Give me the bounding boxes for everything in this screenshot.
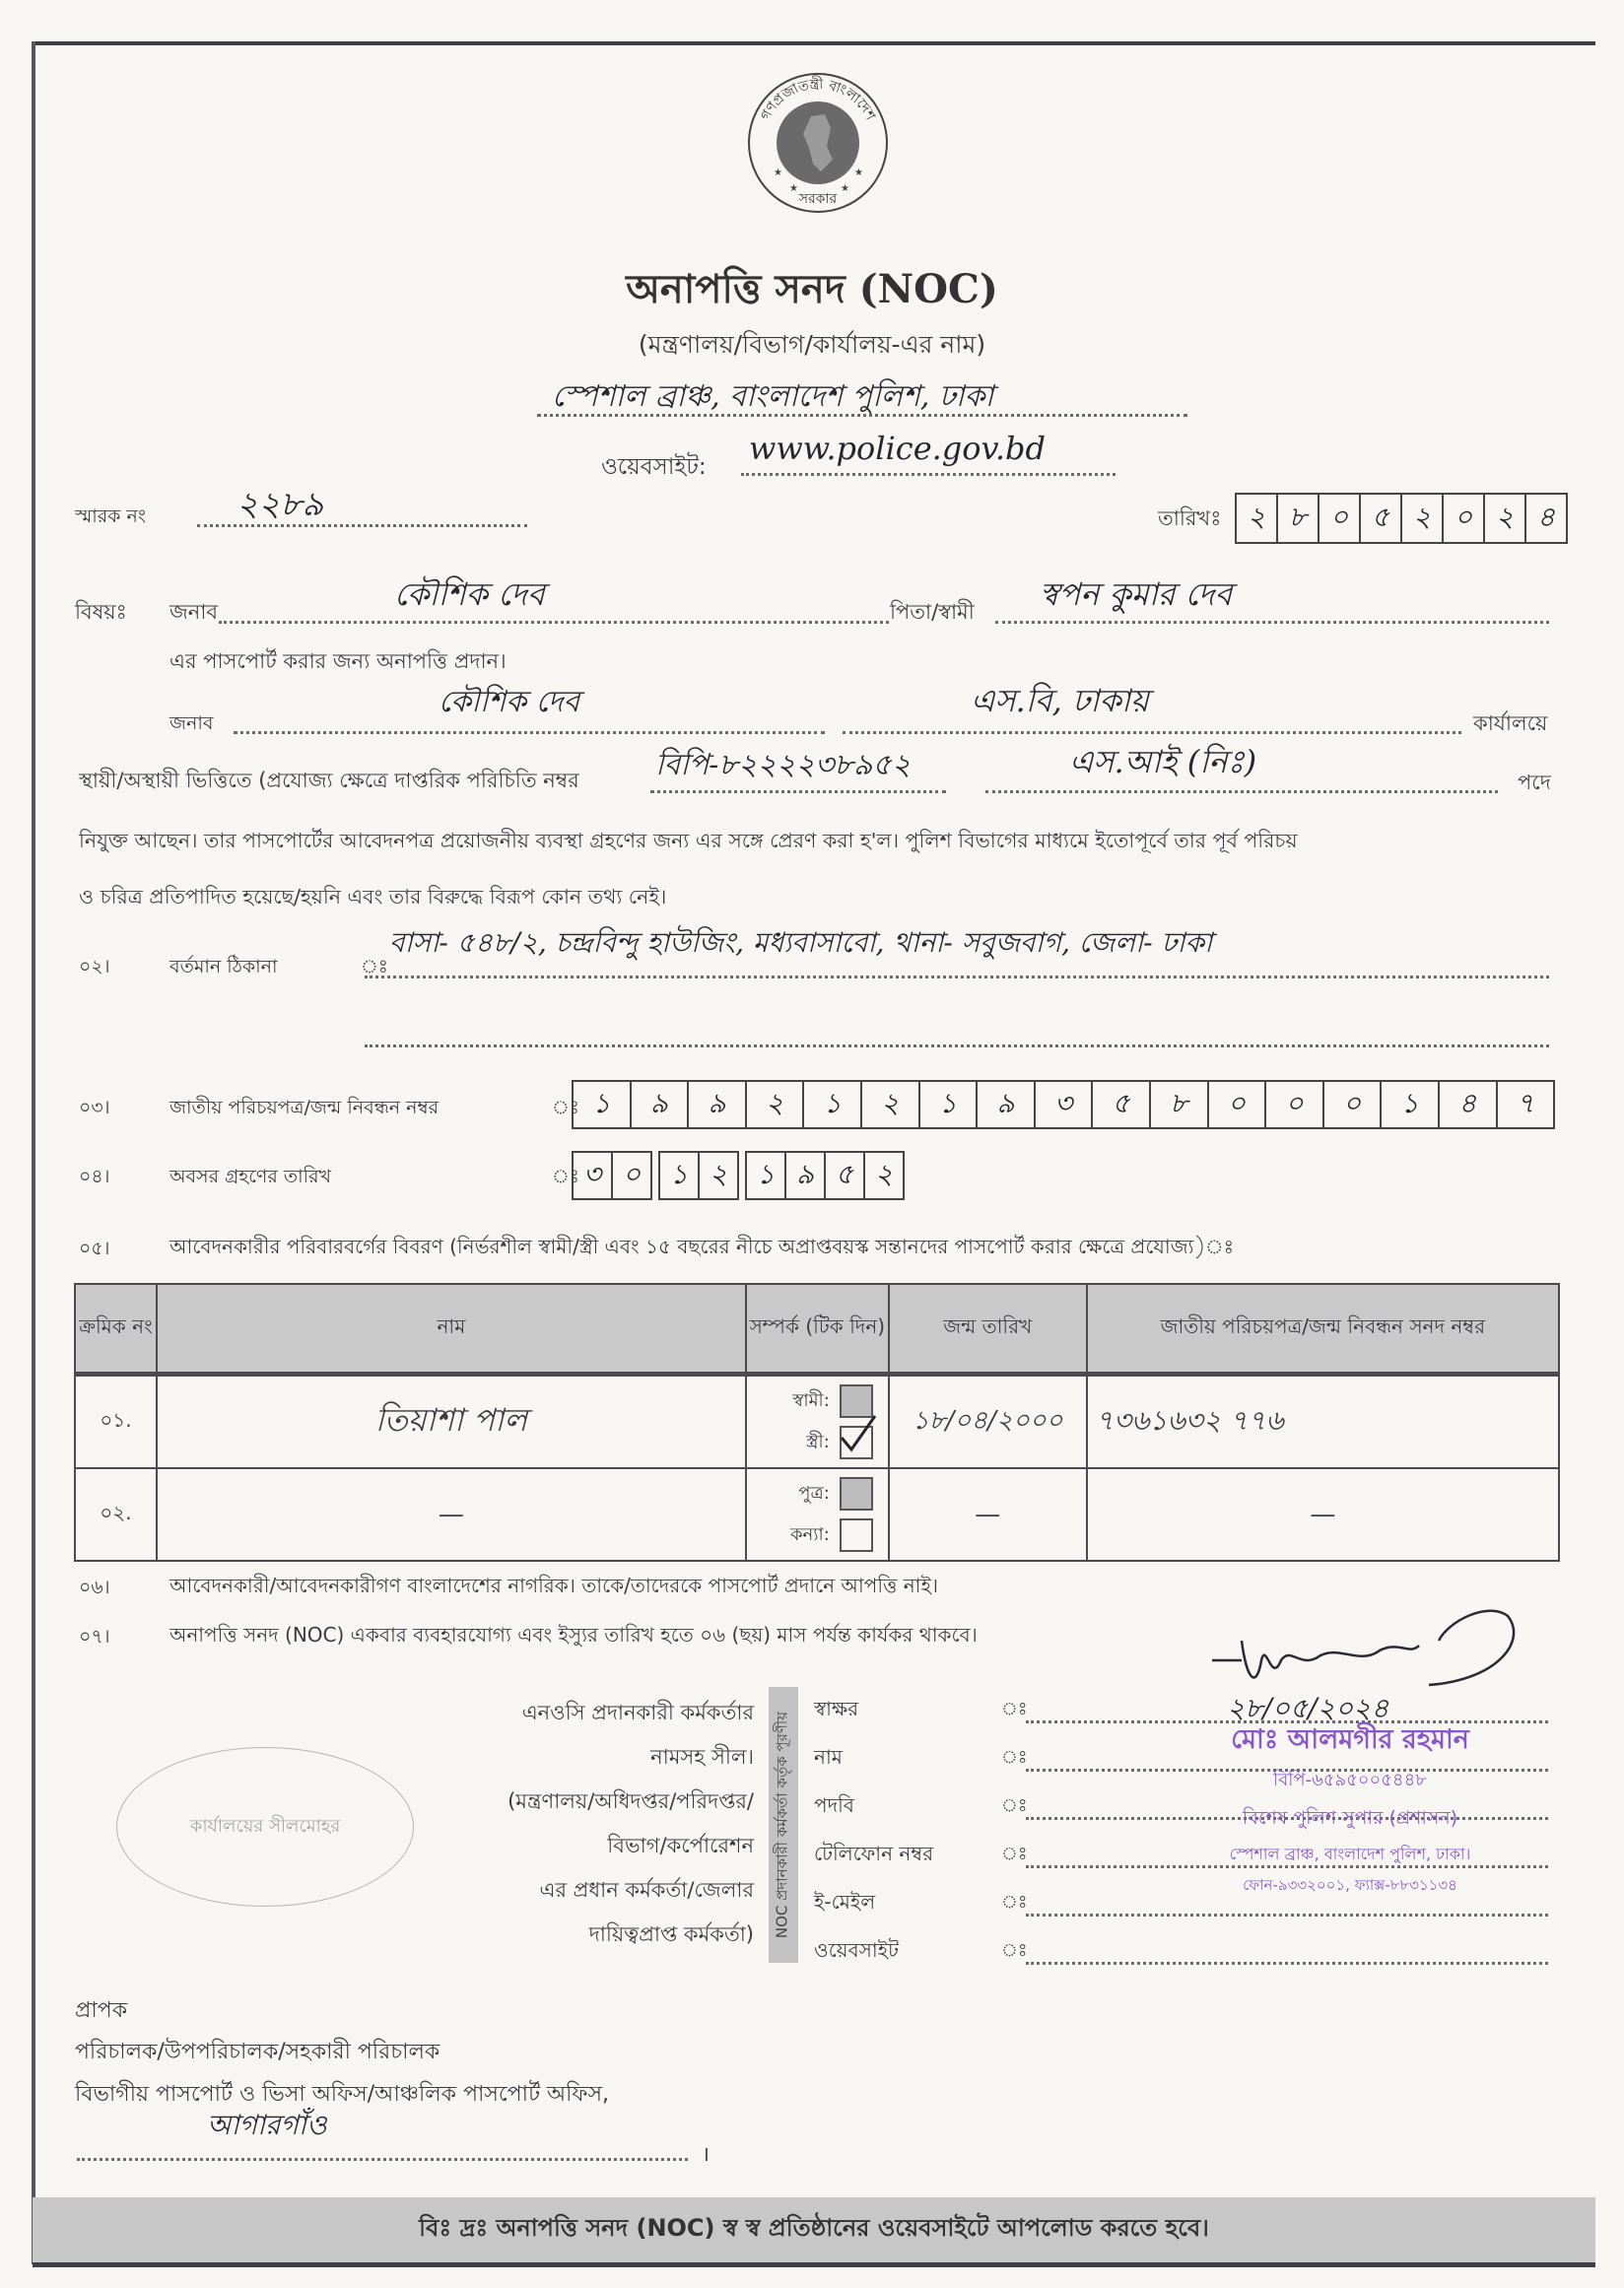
date-digit-box: ৮ [1278,495,1320,542]
retirement-digit-box: ৫ [826,1153,865,1198]
document-subtitle: (মন্ত্রণালয়/বিভাগ/কার্যালয়-এর নাম) [638,330,986,359]
family-table-header [75,1284,1559,1375]
issuer-line: (মন্ত্রণালয়/অধিদপ্তর/পরিদপ্তর/ [508,1789,754,1813]
page-border-left [32,41,35,2264]
item02-number: ০২। [79,956,110,977]
svg-text:★: ★ [789,183,798,194]
government-emblem [744,69,892,217]
issuer-field-label: পদবি [814,1793,854,1817]
signed-date: ২৮/০৫/২০২৪ [1227,1692,1389,1724]
row-dob: — [889,1468,1087,1561]
issuer-field-input-line[interactable] [1026,1912,1548,1917]
nid-digit-box: ০ [1324,1082,1383,1127]
row-nid: — [1087,1468,1559,1561]
issuer-field-separator: ঃ [1001,1892,1028,1913]
vertical-strip-text: NOC প্রদানকারী কর্মকর্তা কর্তৃক পূরণীয় [773,1711,791,1939]
issuer-field-label: ই-মেইল [814,1890,876,1914]
date-digit-box: ০ [1320,495,1361,542]
nid-digit-box: ৭ [1516,1086,1534,1119]
relation-wife-checkbox[interactable] [840,1426,873,1459]
retirement-digit-box: ১ [747,1153,786,1198]
row-name: — [157,1468,746,1561]
date-boxes [1235,493,1568,544]
body-para2: ও চরিত্র প্রতিপাদিত হয়েছে/হয়নি এবং তার বিরুদ্ধে বিরূপ কোন তথ্য নেই। [79,885,667,908]
retirement-digit-box: ২ [874,1157,894,1190]
svg-text:★: ★ [841,183,849,194]
body-para1: নিযুক্ত আছেন। তার পাসপোর্টের আবেদনপত্র প্রয়োজনীয় ব্যবস্থা গ্রহণের জন্য এর সঙ্গে প্রেরণ করা হ'ল। পুলিশ বিভাগের মাধ্যমে ইতোপূর্বে তার পূর্ব পরিচয় [79,829,1298,852]
body-office-line [843,729,1461,734]
address-line-2 [365,1043,1549,1047]
recipient-label: প্রাপক [75,1998,128,2023]
issuer-line: বিভাগ/কর্পোরেশন [607,1834,754,1857]
date-digit-box: ২ [1237,495,1278,542]
issuer-line: এনওসি প্রদানকারী কর্মকর্তার [521,1701,754,1724]
subject-label: বিষয়ঃ [75,600,127,624]
nid-digit-box: ১ [920,1082,979,1127]
issuer-description [424,1697,754,1963]
item04-number: ০৪। [79,1166,110,1187]
item07-text: অনাপত্তি সনদ (NOC) একবার ব্যবহারযোগ্য এবং ইস্যুর তারিখ হতে ০৬ (ছয়) মাস পর্যন্ত কার্যকর থাকবে। [169,1623,978,1647]
body-id-value: বিপি-৮২২২২৩৮৯৫২ [655,748,912,782]
nid-digit-box: ৯ [978,1082,1036,1127]
row-dob: ১৮/০৪/২০০০ [889,1375,1087,1469]
body-permanent-text: স্থায়ী/অস্থায়ী ভিত্তিতে (প্রযোজ্য ক্ষেত্রে দাপ্তরিক পরিচিতি নম্বর [79,769,579,792]
issuer-field-separator: ঃ [1001,1844,1028,1864]
relation-son-checkbox[interactable] [840,1477,873,1511]
row-relation [746,1375,889,1469]
issuer-field-input-line[interactable] [1026,1960,1548,1965]
header-name: নাম [157,1284,746,1375]
recipient-location-line [77,2156,688,2161]
header-nid: জাতীয় পরিচয়পত্র/জন্ম নিবন্ধন সনদ নম্বর [1087,1284,1559,1375]
issuer-field-label: স্বাক্ষর [814,1697,859,1720]
relation-son-label: পুত্র: [798,1482,830,1504]
retirement-digit-box: ৯ [786,1153,826,1198]
date-digit-box: ০ [1444,495,1485,542]
row-relation [746,1468,889,1561]
check-mark-icon [836,1412,879,1455]
body-name-line [234,729,825,734]
issuer-line: নামসহ সীল। [650,1745,754,1769]
retirement-date-group [745,1151,905,1200]
family-table [74,1283,1560,1562]
header-serial: ক্রমিক নং [75,1284,157,1375]
issuer-field-label: ওয়েবসাইট [814,1938,899,1962]
issuer-field-label: নাম [814,1745,843,1769]
body-post-value: এস.আই (নিঃ) [1069,743,1257,780]
website-value: www.police.gov.bd [749,430,1046,467]
father-name-value: স্বপন কুমার দেব [1040,575,1233,613]
relation-husband-label: স্বামী: [792,1389,830,1411]
stamp-designation: বিশেষ পুলিশ সুপার (প্রশাসন) [1242,1807,1458,1829]
body-office-suffix: কার্যালয়ে [1473,711,1548,735]
nid-digit-box: ২ [862,1082,920,1127]
father-label: পিতা/স্বামী [890,600,975,624]
nid-digit-box: ৮ [1151,1082,1209,1127]
issuer-field-separator: ঃ [1001,1699,1028,1719]
nid-digit-box: ১ [574,1082,632,1127]
svg-text:★: ★ [774,168,782,178]
nid-digit-box: ০ [1209,1082,1267,1127]
body-office-value: এস.বি, ঢাকায় [971,682,1149,719]
nid-digit-box: ১ [804,1082,862,1127]
body-name-value: কৌশিক দেব [439,685,580,719]
relation-wife-label: স্ত্রী: [806,1431,830,1452]
table-row [75,1375,1559,1469]
relation-daughter-label: কন্যা: [789,1523,830,1545]
subject-name-value: কৌশিক দেব [394,575,545,613]
officer-stamp [1143,1719,1557,1899]
body-janab-label: জনাব [169,712,214,734]
issuer-field-row [814,1928,1553,1977]
nid-digit-box: ০ [1266,1082,1324,1127]
stamp-phone: ফোন-৯৩৩২০০১, ফ্যাক্স-৮৮৩১১৩৪ [1243,1876,1457,1894]
row-name: তিয়াশা পাল [157,1375,746,1469]
retirement-digit-box: ০ [622,1157,642,1190]
recipient-line2: বিভাগীয় পাসপোর্ট ও ভিসা অফিস/আঞ্চলিক পাসপোর্ট অফিস, [75,2082,609,2107]
date-label: তারিখঃ [1158,506,1222,530]
recipient-line1: পরিচালক/উপপরিচালক/সহকারী পরিচালক [75,2040,440,2064]
date-digit-box: ৫ [1361,495,1402,542]
item06-text: আবেদনকারী/আবেদনকারীগণ বাংলাদেশের নাগরিক। তাকে/তাদেরকে পাসপোর্ট প্রদানে আপত্তি নাই। [169,1574,939,1597]
header-dob: জন্ম তারিখ [889,1284,1087,1375]
emblem-top-text: গণপ্রজাতন্ত্রী বাংলাদেশ [757,76,879,123]
retirement-digit-box: ২ [709,1157,728,1190]
issuer-field-separator: ঃ [1001,1795,1028,1816]
nid-digit-box: ৪ [1440,1082,1498,1127]
address-value: বাসা- ৫৪৮/২, চন্দ্রবিন্দু হাউজিং, মধ্যবাসাবো, থানা- সবুজবাগ, জেলা- ঢাকা [389,926,1213,959]
memo-label: স্মারক নং [75,505,147,527]
recipient-location: আগারগাঁও [207,2109,327,2141]
svg-text:★: ★ [854,168,863,178]
retirement-date-boxes [572,1151,905,1200]
header-relation: সম্পর্ক (টিক দিন) [746,1284,889,1375]
row-serial: ০১. [75,1375,157,1469]
memo-value: ২২৮৯ [237,485,324,524]
item03-label: জাতীয় পরিচয়পত্র/জন্ম নিবন্ধন নম্বর [169,1097,440,1118]
item03-number: ০৩। [79,1097,110,1118]
row-nid: ৭৩৬১৬৩২ ৭৭৬ [1087,1375,1559,1469]
date-digit-box: ২ [1402,495,1444,542]
recipient-end-mark: । [702,2142,710,2166]
item06-number: ০৬। [79,1577,110,1598]
nid-digit-box: ৯ [689,1082,747,1127]
vertical-strip [769,1687,798,1963]
footer-note-band [33,2197,1595,2267]
item05-label: আবেদনকারীর পরিবারবর্গের বিবরণ (নির্ভরশীল স্বামী/স্ত্রী এবং ১৫ বছরের নীচে অপ্রাপ্তবয়স্ক সন্তানদের পাসপোর্ট করার ক্ষেত্রে প্রযোজ্য)ঃ [169,1235,1235,1258]
issuer-field-separator: ঃ [1001,1940,1028,1961]
retirement-digit-box: ১ [660,1153,700,1198]
retirement-digit-box: ৩ [574,1153,613,1198]
seal-placeholder-text: কার্যালয়ের সীলমোহর [189,1815,341,1837]
subject-name-line [219,619,889,624]
date-digit-box: ২ [1485,495,1526,542]
emblem-bottom-text: সরকার [798,191,838,207]
stamp-name: মোঃ আলমগীর রহমান [1231,1724,1469,1755]
nid-boxes [572,1080,1555,1129]
item04-label: অবসর গ্রহণের তারিখ [169,1166,332,1187]
relation-daughter-checkbox[interactable] [840,1518,873,1552]
stamp-office: স্পেশাল ব্রাঞ্চ, বাংলাদেশ পুলিশ, ঢাকা। [1229,1845,1471,1863]
nid-digit-box: ১ [1382,1082,1440,1127]
nid-digit-box: ২ [747,1082,805,1127]
table-row [75,1468,1559,1561]
item07-number: ০৭। [79,1626,110,1648]
subject-line2: এর পাসপোর্ট করার জন্য অনাপত্তি প্রদান। [169,649,507,673]
office-name-value: স্পেশাল ব্রাঞ্চ, বাংলাদেশ পুলিশ, ঢাকা [552,379,994,414]
row-serial: ০২. [75,1468,157,1561]
body-post-suffix: পদে [1518,771,1551,794]
item02-label: বর্তমান ঠিকানা [169,956,278,977]
retirement-date-group [658,1151,739,1200]
document-title: অনাপত্তি সনদ (NOC) [626,266,998,312]
office-seal-placeholder [116,1747,414,1907]
issuer-line: এর প্রধান কর্মকর্তা/জেলার [539,1878,754,1902]
item05-number: ০৫। [79,1238,110,1259]
nid-digit-box: ৯ [632,1082,690,1127]
subject-janab-label: জনাব [169,600,219,624]
address-line-1 [365,974,1549,978]
date-digit-box: ৪ [1536,500,1556,533]
issuer-line: দায়িত্বপ্রাপ্ত কর্মকর্তা) [588,1922,754,1946]
nid-digit-box: ৩ [1036,1082,1094,1127]
footer-note: বিঃ দ্রঃ অনাপত্তি সনদ (NOC) স্ব স্ব প্রতিষ্ঠানের ওয়েবসাইটে আপলোড করতে হবে। [419,2214,1209,2242]
issuer-field-label: টেলিফোন নম্বর [814,1842,934,1865]
website-label: ওয়েবসাইট: [601,454,707,480]
page-border-top [33,41,1595,45]
website-line [741,471,1116,476]
issuer-field-separator: ঃ [1001,1747,1028,1768]
retirement-date-group [572,1151,652,1200]
nid-digit-box: ৫ [1093,1082,1151,1127]
stamp-bp: বিপি-৬৫৯৫০০৫৪৪৮ [1273,1770,1427,1790]
